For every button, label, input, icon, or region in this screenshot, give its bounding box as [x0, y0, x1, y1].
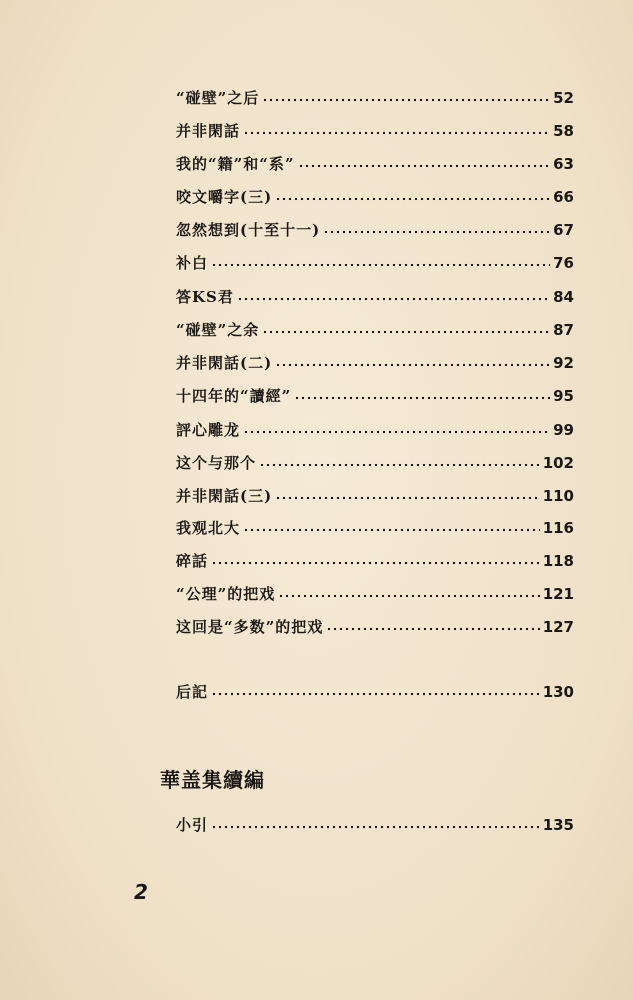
toc-entry-title: 小引 — [176, 816, 209, 834]
toc-entry[interactable] — [176, 484, 574, 508]
page-number: 2 — [134, 880, 148, 904]
toc-entry-page: 102 — [542, 454, 574, 472]
dot-leader — [326, 627, 539, 631]
toc-entry-title: 并非閑話(二) — [176, 354, 273, 372]
toc-entry-page: 67 — [553, 221, 574, 239]
dot-leader — [262, 330, 550, 334]
toc-entry-title: “公理”的把戏 — [176, 585, 276, 603]
toc-entry[interactable] — [176, 185, 574, 209]
dot-leader — [243, 528, 540, 532]
toc-entry[interactable] — [176, 285, 574, 309]
dot-leader — [275, 197, 550, 201]
toc-entry[interactable] — [176, 251, 574, 275]
dot-leader — [211, 692, 540, 696]
dot-leader — [243, 131, 550, 135]
dot-leader — [275, 363, 550, 367]
toc-entry-page: 87 — [553, 321, 574, 339]
toc-entry[interactable] — [176, 86, 574, 110]
toc-entry-page: 99 — [553, 421, 574, 439]
toc-entry-title: 补白 — [176, 254, 209, 272]
dot-leader — [243, 430, 550, 434]
toc-entry-page: 52 — [553, 89, 574, 107]
toc-entry-page: 95 — [553, 387, 574, 405]
toc-entry-page: 116 — [542, 519, 574, 537]
toc-entry-title: 我观北大 — [176, 519, 241, 537]
toc-entry-page: 127 — [542, 618, 574, 636]
toc-entry[interactable] — [176, 152, 574, 176]
toc-entry[interactable] — [176, 351, 574, 375]
toc-entry-title: 咬文嚼字(三) — [176, 188, 273, 206]
toc-entry-page: 66 — [553, 188, 574, 206]
toc-entry-afterword[interactable] — [176, 680, 574, 704]
toc-entry-title: 十四年的“讀經” — [176, 387, 292, 405]
toc-entry-title: 这回是“多数”的把戏 — [176, 618, 324, 636]
toc-entry-title: 我的“籍”和“系” — [176, 155, 295, 173]
toc-entry-title: 并非閑話 — [176, 122, 241, 140]
toc-entry-title: 答KS君 — [176, 288, 234, 306]
toc-entry[interactable] — [176, 418, 574, 442]
toc-entry[interactable] — [176, 813, 574, 837]
toc-entry-page: 118 — [542, 552, 574, 570]
toc-entry[interactable] — [176, 218, 574, 242]
toc-entry[interactable] — [176, 451, 574, 475]
section-heading: 華盖集續編 — [160, 768, 265, 792]
dot-leader — [262, 98, 550, 102]
toc-entry-page: 92 — [553, 354, 574, 372]
toc-entry-title: 評心雕龙 — [176, 421, 241, 439]
toc-entry-title: “碰壁”之后 — [176, 89, 260, 107]
toc-entry[interactable] — [176, 582, 574, 606]
dot-leader — [211, 561, 540, 565]
toc-entry-title: 后記 — [176, 683, 209, 701]
toc-entry-page: 121 — [542, 585, 574, 603]
toc-entry-page: 130 — [542, 683, 574, 701]
toc-entry-page: 58 — [553, 122, 574, 140]
toc-entry-title: 并非閑話(三) — [176, 487, 273, 505]
dot-leader — [211, 825, 540, 829]
toc-entry[interactable] — [176, 384, 574, 408]
toc-entry[interactable] — [176, 318, 574, 342]
toc-entry-page: 76 — [553, 254, 574, 272]
toc-entry[interactable] — [176, 549, 574, 573]
toc-entry-title: 这个与那个 — [176, 454, 257, 472]
toc-entry[interactable] — [176, 516, 574, 540]
dot-leader — [259, 463, 540, 467]
toc-entry[interactable] — [176, 615, 574, 639]
toc-entry-page: 135 — [542, 816, 574, 834]
dot-leader — [237, 297, 550, 301]
toc-entry-page: 84 — [553, 288, 574, 306]
dot-leader — [278, 594, 539, 598]
toc-entry-title: 忽然想到(十至十一) — [176, 221, 321, 239]
dot-leader — [298, 164, 551, 168]
toc-entry-page: 110 — [542, 487, 574, 505]
dot-leader — [294, 396, 550, 400]
toc-entry-page: 63 — [553, 155, 574, 173]
toc-entry-title: “碰壁”之余 — [176, 321, 260, 339]
toc-entry-title: 碎話 — [176, 552, 209, 570]
toc-entry[interactable] — [176, 119, 574, 143]
dot-leader — [275, 496, 539, 500]
dot-leader — [211, 263, 550, 267]
dot-leader — [323, 230, 550, 234]
